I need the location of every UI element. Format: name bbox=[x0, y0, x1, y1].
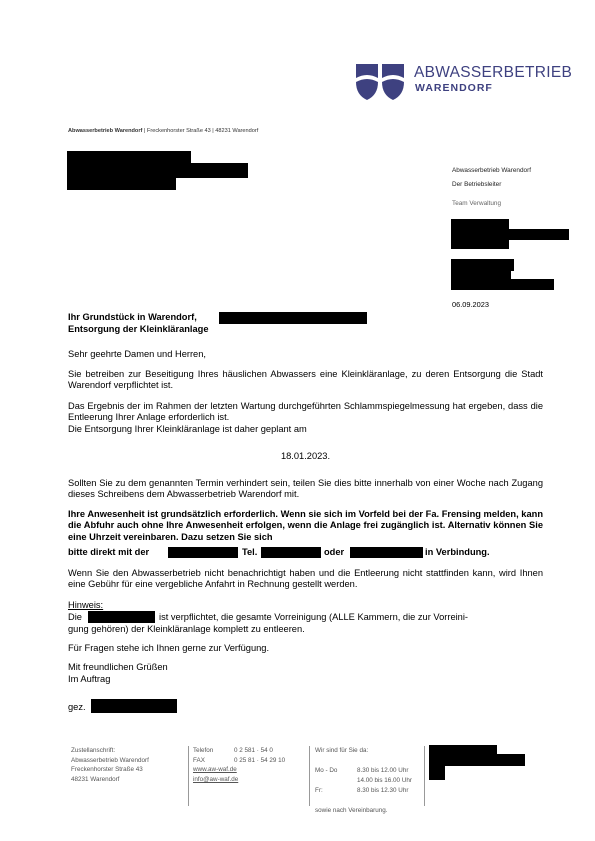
footer-hours-days-1: Mo - Do bbox=[315, 767, 338, 774]
paragraph-4-contact-prefix: bitte direkt mit der bbox=[68, 547, 150, 557]
redacted-reference-3 bbox=[451, 279, 554, 290]
closing-on-behalf: Im Auftrag bbox=[68, 674, 111, 684]
subject-line-2: Entsorgung der Kleinkläranlage bbox=[68, 324, 209, 334]
redacted-phone bbox=[261, 547, 321, 558]
footer-hours-note: sowie nach Vereinbarung. bbox=[315, 807, 388, 814]
footer-phone-label: Telefon bbox=[193, 747, 214, 754]
closing-greeting: Mit freundlichen Grüßen bbox=[68, 662, 168, 672]
footer-address bbox=[71, 746, 149, 785]
shield-logo-icon bbox=[356, 62, 406, 102]
footer-contact bbox=[193, 746, 285, 785]
footer-hours bbox=[315, 746, 368, 756]
footer-divider-3 bbox=[424, 746, 425, 806]
footer-hours-1: 8.30 bis 12.00 Uhr bbox=[357, 767, 409, 774]
disposal-date: 18.01.2023. bbox=[280, 451, 331, 461]
hint-label: Hinweis: bbox=[68, 600, 104, 610]
paragraph-2a: Das Ergebnis der im Rahmen der letzten Wartung durchgeführten Schlammspiegelmessung hat ergeben, dass die Entleerung Ihrer Anlage erforderlich ist. bbox=[68, 401, 543, 423]
footer-hours-3: 8.30 bis 12.30 Uhr bbox=[357, 787, 409, 794]
footer-web-link[interactable]: www.aw-waf.de bbox=[193, 766, 237, 774]
subject-line-1: Ihr Grundstück in Warendorf, bbox=[68, 312, 197, 322]
signed-label: gez. bbox=[68, 702, 86, 712]
paragraph-4-suffix: in Verbindung. bbox=[425, 547, 490, 557]
paragraph-4: Ihre Anwesenheit ist grundsätzlich erforderlich. Wenn sie sich im Vorfeld bei der Fa. Frensing melden, kann die Abfuhr auch ohne Ihre Anwesenheit erfolgen, wenn die Anlage frei zugänglich ist. Alternativ können Sie eine Uhrzeit vereinbaren. Dazu setzen Sie sich bbox=[68, 509, 543, 542]
sidebar-role: Der Betriebsleiter bbox=[452, 181, 502, 188]
footer-phone: 0 2 581 · 54 0 bbox=[234, 747, 273, 754]
redacted-recipient-city bbox=[67, 176, 176, 190]
footer-address-line-3: 48231 Warendorf bbox=[71, 776, 120, 784]
paragraph-6: Für Fragen stehe ich Ihnen gerne zur Verfügung. bbox=[68, 643, 270, 653]
letter-date: 06.09.2023 bbox=[452, 300, 489, 309]
paragraph-5: Wenn Sie den Abwasserbetrieb nicht benachrichtigt haben und die Entleerung nicht stattfinden kann, wird Ihnen eine Gebühr für eine vergebliche Anfahrt in Rechnung gestellt werden. bbox=[68, 568, 543, 590]
paragraph-3: Sollten Sie zu dem genannten Termin verhindert sein, teilen Sie dies bitte innerhalb von einer Woche nach Zugang dieses Schreibens dem Abwasserbetrieb Warendorf mit. bbox=[68, 478, 543, 500]
salutation: Sehr geehrte Damen und Herren, bbox=[68, 349, 206, 359]
hint-line-2: gung gehören) der Kleinkläranlage komplett zu entleeren. bbox=[68, 624, 305, 634]
footer-hours-2: 14.00 bis 16.00 Uhr bbox=[357, 777, 412, 784]
redacted-hint-company bbox=[88, 611, 155, 623]
footer-divider-2 bbox=[309, 746, 310, 806]
footer-address-line-2: Freckenhorster Straße 43 bbox=[71, 766, 143, 774]
footer-fax-label: FAX bbox=[193, 756, 205, 764]
sidebar-team: Team Verwaltung bbox=[452, 200, 502, 207]
redacted-footer-bank-3 bbox=[429, 763, 445, 780]
hint-line-1-prefix: Die bbox=[68, 612, 82, 622]
footer-hours-days-2: Fr: bbox=[315, 787, 323, 794]
footer-divider-1 bbox=[188, 746, 189, 806]
logo-title: ABWASSERBETRIEB bbox=[414, 64, 573, 81]
logo-subtitle: WARENDORF bbox=[415, 82, 493, 94]
footer-fax: 0 25 81 · 54 29 10 bbox=[234, 756, 286, 764]
sender-address: | Freckenhorster Straße 43 | 48231 Warendorf bbox=[142, 128, 259, 134]
sender-return-address bbox=[68, 128, 258, 134]
redacted-company bbox=[168, 547, 238, 558]
redacted-signatory bbox=[91, 699, 177, 713]
footer-email-link[interactable]: info@aw-waf.de bbox=[193, 776, 239, 784]
redacted-contact-phone bbox=[451, 239, 509, 249]
footer-address-line-1: Abwasserbetrieb Warendorf bbox=[71, 756, 149, 764]
footer-address-label: Zustellanschrift: bbox=[71, 747, 116, 754]
redacted-property-address bbox=[219, 312, 367, 324]
paragraph-4-phone-label: Tel. bbox=[242, 547, 258, 557]
hint-line-1: ist verpflichtet, die gesamte Vorreinigung (ALLE Kammern, die zur Vorreini- bbox=[159, 612, 469, 622]
redacted-alt-contact bbox=[350, 547, 423, 558]
sender-org: Abwasserbetrieb Warendorf bbox=[68, 128, 143, 134]
footer-hours-label: Wir sind für Sie da: bbox=[315, 747, 369, 754]
sidebar-org: Abwasserbetrieb Warendorf bbox=[452, 167, 531, 174]
paragraph-4-or: oder bbox=[324, 547, 345, 557]
paragraph-1: Sie betreiben zur Beseitigung Ihres häuslichen Abwassers eine Kleinkläranlage, zu deren Entsorgung die Stadt Warendorf verpflichtet ist. bbox=[68, 369, 543, 391]
paragraph-2b: Die Entsorgung Ihrer Kleinkläranlage ist daher geplant am bbox=[68, 424, 307, 434]
